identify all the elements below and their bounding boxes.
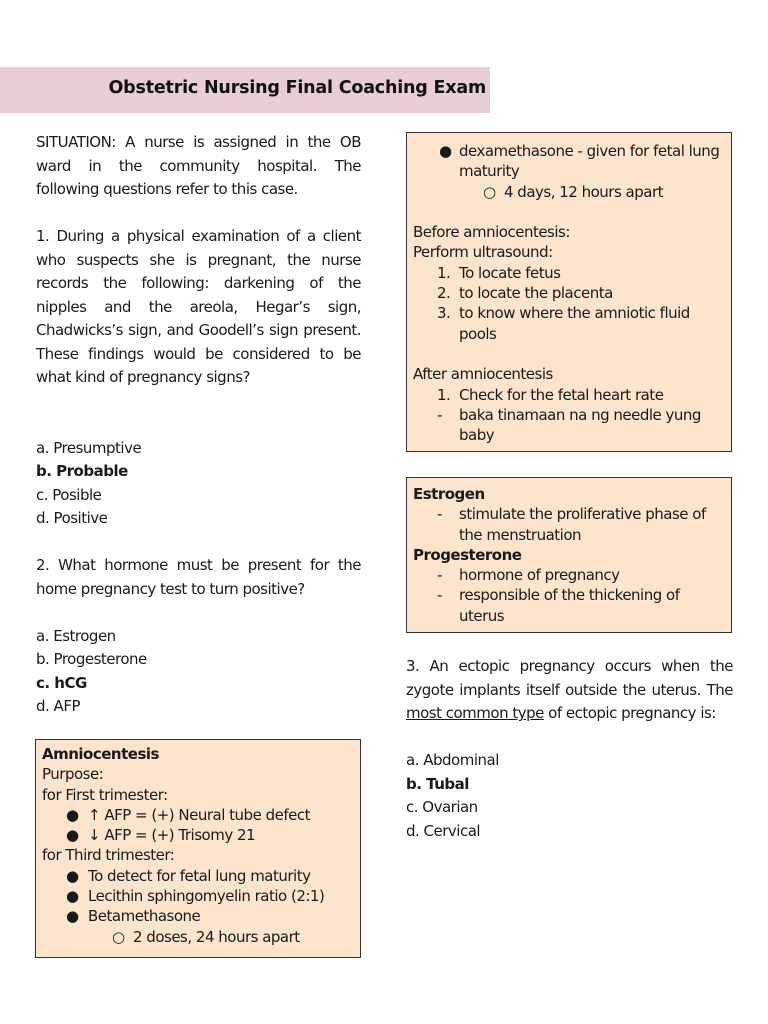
circle-bullet-icon: ○ — [112, 927, 125, 946]
estrogen-title: Estrogen — [413, 485, 485, 503]
amniocentesis-box — [35, 739, 361, 958]
dexa-item: ● dexamethasone - given for fetal lung maturity — [439, 142, 720, 181]
question-2-text: 2. What hormone must be present for the home pregnancy test to turn positive? — [36, 556, 361, 598]
dexa-sub-item: ○ 4 days, 12 hours apart — [483, 182, 664, 201]
amnio-third-item: ● Betamethasone — [66, 907, 201, 926]
after-amnio-label: After amniocentesis — [413, 365, 553, 384]
bullet-icon: ● — [66, 805, 79, 824]
circle-bullet-icon: ○ — [483, 182, 496, 201]
question-3-text: 3. An ectopic pregnancy occurs when the zygote implants itself outside the uterus. The most common type of ectopic pregnancy is: — [406, 657, 733, 722]
amnio-procedure-box — [406, 132, 732, 452]
after-note: - baka tinamaan na ng needle yung baby — [437, 405, 701, 445]
amnio-third-trimester: for Third trimester: — [42, 846, 175, 865]
ultrasound-step: 1. To locate fetus — [437, 263, 561, 282]
question-1-text: 1. During a physical examination of a client who suspects she is pregnant, the nurse records the following: darkening of the nipples and the areola, Hegar’s sign, Chadwicks’s sign, and Goodell’s sign present. These findings would be considered to be what kind of pregnancy signs? — [36, 227, 361, 386]
situation-text: SITUATION: A nurse is assigned in the OB ward in the community hospital. The following questions refer to this case. — [36, 133, 361, 198]
amnio-first-item: ● ↓ AFP = (+) Trisomy 21 — [66, 826, 256, 845]
q1-option-c: c. Posible — [36, 485, 102, 504]
q1-option-d: d. Positive — [36, 509, 108, 527]
q1-option-a: a. Presumptive — [36, 438, 142, 457]
q3-option-c: c. Ovarian — [406, 798, 478, 816]
underlined-phrase: most common type — [406, 704, 544, 722]
bullet-icon: ● — [66, 907, 79, 926]
progesterone-item: - hormone of pregnancy — [437, 566, 620, 585]
progesterone-item: - responsible of the thickening of uterus — [437, 586, 680, 625]
amnio-title: Amniocentesis — [42, 745, 159, 763]
perform-ultrasound-label: Perform ultrasound: — [413, 243, 553, 262]
amnio-first-item: ● ↑ AFP = (+) Neural tube defect — [66, 805, 310, 824]
bullet-icon: ● — [66, 866, 79, 885]
q3-option-b-answer: b. Tubal — [406, 774, 469, 793]
ultrasound-step: 2. to locate the placenta — [437, 284, 613, 303]
amnio-beta-sub-item: ○ 2 doses, 24 hours apart — [112, 927, 300, 946]
q3-option-a: a. Abdominal — [406, 751, 499, 769]
progesterone-title: Progesterone — [413, 545, 522, 564]
before-amnio-label: Before amniocentesis: — [413, 223, 570, 242]
amnio-third-item: ● Lecithin sphingomyelin ratio (2:1) — [66, 887, 325, 906]
left-column — [36, 131, 361, 719]
question-3-block — [406, 655, 733, 843]
amnio-purpose: Purpose: — [42, 765, 104, 784]
q2-option-a: a. Estrogen — [36, 626, 116, 645]
after-step: 1. Check for the fetal heart rate — [437, 385, 664, 404]
q2-option-c-answer: c. hCG — [36, 673, 87, 692]
bullet-icon: ● — [66, 826, 79, 845]
title-banner — [0, 67, 490, 113]
estrogen-item: - stimulate the proliferative phase of the menstruation — [437, 505, 706, 544]
q1-option-b-answer: b. Probable — [36, 462, 128, 480]
hormone-box — [406, 477, 732, 633]
q2-option-d: d. AFP — [36, 697, 80, 715]
bullet-icon: ● — [66, 887, 79, 906]
bullet-icon: ● — [439, 142, 452, 160]
amnio-first-trimester: for First trimester: — [42, 785, 168, 804]
ultrasound-step: 3. to know where the amniotic fluid pools — [437, 304, 690, 343]
amnio-third-item: ● To detect for fetal lung maturity — [66, 866, 311, 885]
q2-option-b: b. Progesterone — [36, 650, 147, 668]
q3-option-d: d. Cervical — [406, 821, 481, 840]
page-title: Obstetric Nursing Final Coaching Exam — [108, 78, 486, 98]
